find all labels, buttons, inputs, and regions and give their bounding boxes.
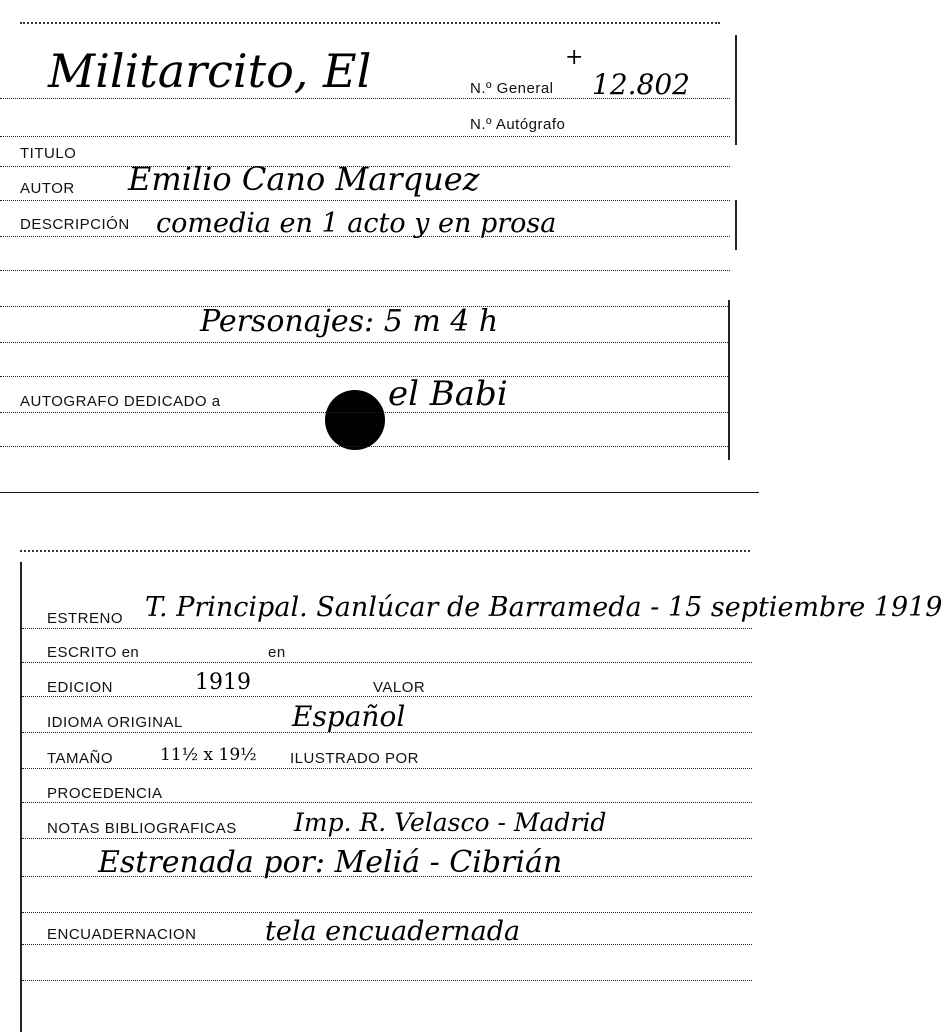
notas-label: NOTAS BIBLIOGRAFICAS [47, 820, 237, 837]
rule-2 [0, 136, 730, 137]
correction-mark: + [565, 45, 584, 70]
edicion-value: 1919 [195, 670, 251, 695]
rule-8 [0, 342, 730, 343]
rule-b5 [22, 768, 752, 769]
card-right-edge-lower [735, 200, 737, 250]
numero-general-value: 12.802 [592, 68, 690, 101]
idioma-label: IDIOMA ORIGINAL [47, 714, 183, 731]
notas-value: Imp. R. Velasco - Madrid [294, 808, 607, 837]
autografo-label: AUTOGRAFO DEDICADO a [20, 393, 221, 410]
tamano-label: TAMAÑO [47, 750, 114, 767]
numero-general-label: N.º General [470, 80, 554, 97]
top-edge-dots [20, 22, 720, 24]
autor-label: AUTOR [20, 180, 75, 197]
rule-9 [0, 376, 730, 377]
encuadernacion-label: ENCUADERNACION [47, 926, 197, 943]
rule-b10 [22, 944, 752, 945]
procedencia-label: PROCEDENCIA [47, 785, 163, 802]
descripcion-label: DESCRIPCIÓN [20, 216, 130, 233]
card-top-bottom-edge [0, 492, 759, 493]
idioma-value: Español [292, 700, 406, 733]
en-label: en [268, 644, 286, 661]
rule-b4 [22, 732, 752, 733]
ilustrado-label: ILUSTRADO POR [290, 750, 420, 767]
tamano-value: 11½ x 19½ [160, 745, 257, 765]
ink-stain [325, 390, 385, 450]
rule-10 [0, 412, 730, 413]
rule-6 [0, 270, 730, 271]
rule-11 [0, 446, 730, 447]
card-right-edge-bottom [728, 300, 730, 460]
rule-b2 [22, 662, 752, 663]
autografo-value: el Babi [388, 374, 508, 414]
rule-b9 [22, 912, 752, 913]
rule-4 [0, 200, 730, 201]
rule-b1 [22, 628, 752, 629]
autor-value: Emilio Cano Marquez [128, 160, 480, 198]
estreno-value: T. Principal. Sanlúcar de Barrameda - 15 septiembre 1919 [145, 592, 943, 623]
encuadernacion-value: tela encuadernada [265, 916, 521, 947]
notas-value-2: Estrenada por: Meliá - Cibrián [98, 845, 563, 880]
rule-b11 [22, 980, 752, 981]
rule-b8 [22, 876, 752, 877]
catalog-card-top [0, 0, 759, 494]
titulo-label: TITULO [20, 145, 77, 162]
estreno-label: ESTRENO [47, 610, 124, 627]
valor-label: VALOR [373, 679, 426, 696]
rule-1 [0, 98, 730, 99]
card-left-edge [20, 562, 22, 1032]
rule-5 [0, 236, 730, 237]
rule-b7 [22, 838, 752, 839]
escrito-label: ESCRITO en [47, 644, 140, 661]
card-right-edge [735, 35, 737, 145]
rule-b3 [22, 696, 752, 697]
card-title: Militarcito, El [48, 44, 372, 98]
numero-autografo-label: N.º Autógrafo [470, 116, 566, 133]
descripcion-value: comedia en 1 acto y en prosa [156, 208, 557, 239]
catalog-card-bottom [0, 540, 943, 1028]
rule-b6 [22, 802, 752, 803]
edicion-label: EDICION [47, 679, 114, 696]
top-edge-dots-2 [20, 550, 750, 552]
personajes-value: Personajes: 5 m 4 h [200, 304, 499, 339]
